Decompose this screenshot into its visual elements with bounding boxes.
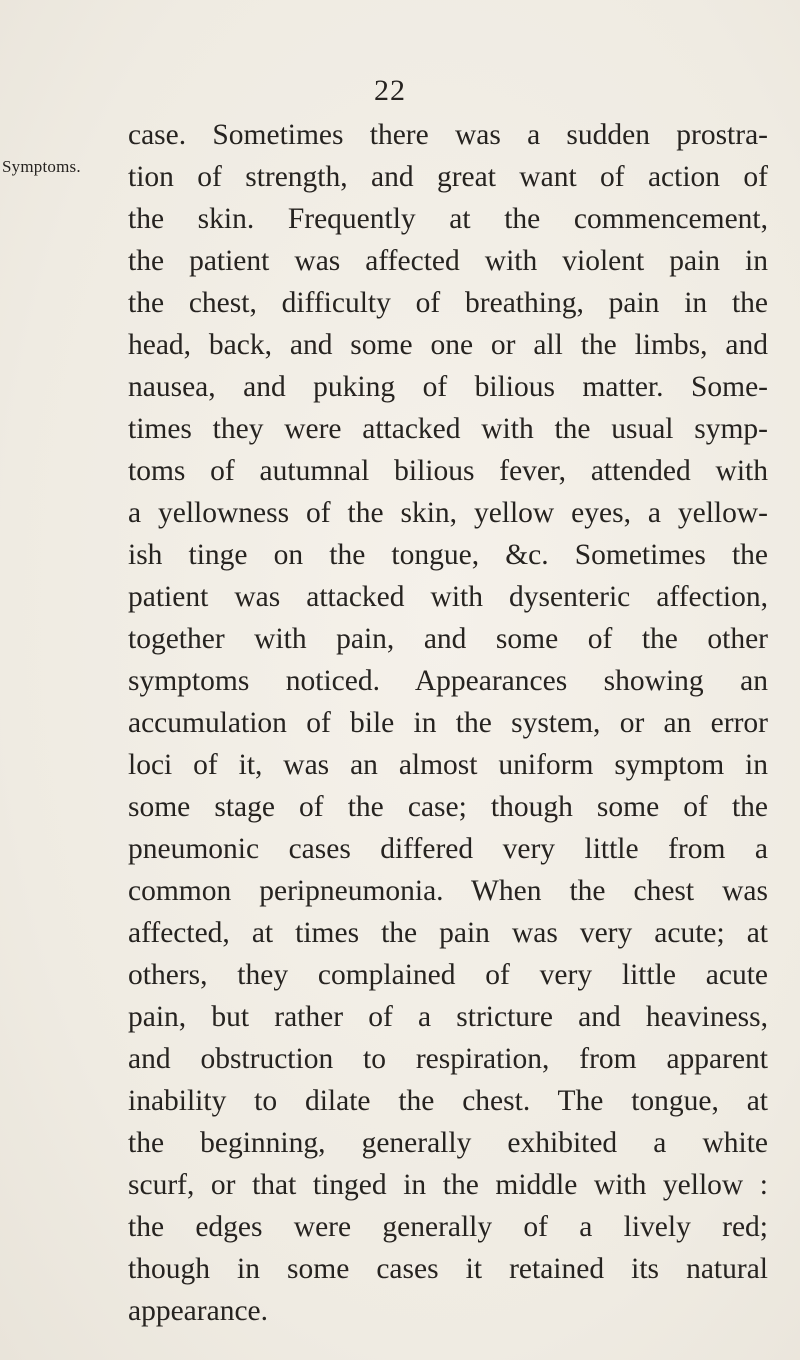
body-text (128, 114, 768, 1332)
text-line: some stage of the case; though some of the (128, 791, 768, 823)
text-line: scurf, or that tinged in the middle with yellow : (128, 1169, 768, 1201)
text-line: loci of it, was an almost uniform symptom in (128, 749, 768, 781)
text-line: the beginning, generally exhibited a white (128, 1127, 768, 1159)
text-line: affected, at times the pain was very acute; at (128, 917, 768, 949)
page-number: 22 (374, 74, 406, 107)
margin-note: Symptoms. (2, 157, 81, 176)
text-line: head, back, and some one or all the limbs, and (128, 329, 768, 361)
text-line: common peripneumonia. When the chest was (128, 875, 768, 907)
text-line: the skin. Frequently at the commencement, (128, 203, 768, 235)
text-line: pain, but rather of a stricture and heaviness, (128, 1001, 768, 1033)
text-line: case. Sometimes there was a sudden prostra- (128, 119, 768, 151)
text-line: patient was attacked with dysenteric affection, (128, 581, 768, 613)
text-line: toms of autumnal bilious fever, attended with (128, 455, 768, 487)
text-line: together with pain, and some of the other (128, 623, 768, 655)
text-line: ish tinge on the tongue, &c. Sometimes the (128, 539, 768, 571)
text-line: inability to dilate the chest. The tongue, at (128, 1085, 768, 1117)
text-line: the patient was affected with violent pain in (128, 245, 768, 277)
text-line: times they were attacked with the usual symp- (128, 413, 768, 445)
text-line: though in some cases it retained its natural (128, 1253, 768, 1285)
text-line: symptoms noticed. Appearances showing an (128, 665, 768, 697)
text-line: the edges were generally of a lively red; (128, 1211, 768, 1243)
text-line: tion of strength, and great want of action of (128, 161, 768, 193)
text-line: appearance. (128, 1295, 269, 1327)
text-line: the chest, difficulty of breathing, pain in the (128, 287, 768, 319)
text-line: others, they complained of very little acute (128, 959, 768, 991)
text-line: accumulation of bile in the system, or an error (128, 707, 768, 739)
text-line: and obstruction to respiration, from apparent (128, 1043, 768, 1075)
text-line: a yellowness of the skin, yellow eyes, a yellow- (128, 497, 768, 529)
text-line: pneumonic cases differed very little from a (128, 833, 768, 865)
text-line: nausea, and puking of bilious matter. Some- (128, 371, 768, 403)
